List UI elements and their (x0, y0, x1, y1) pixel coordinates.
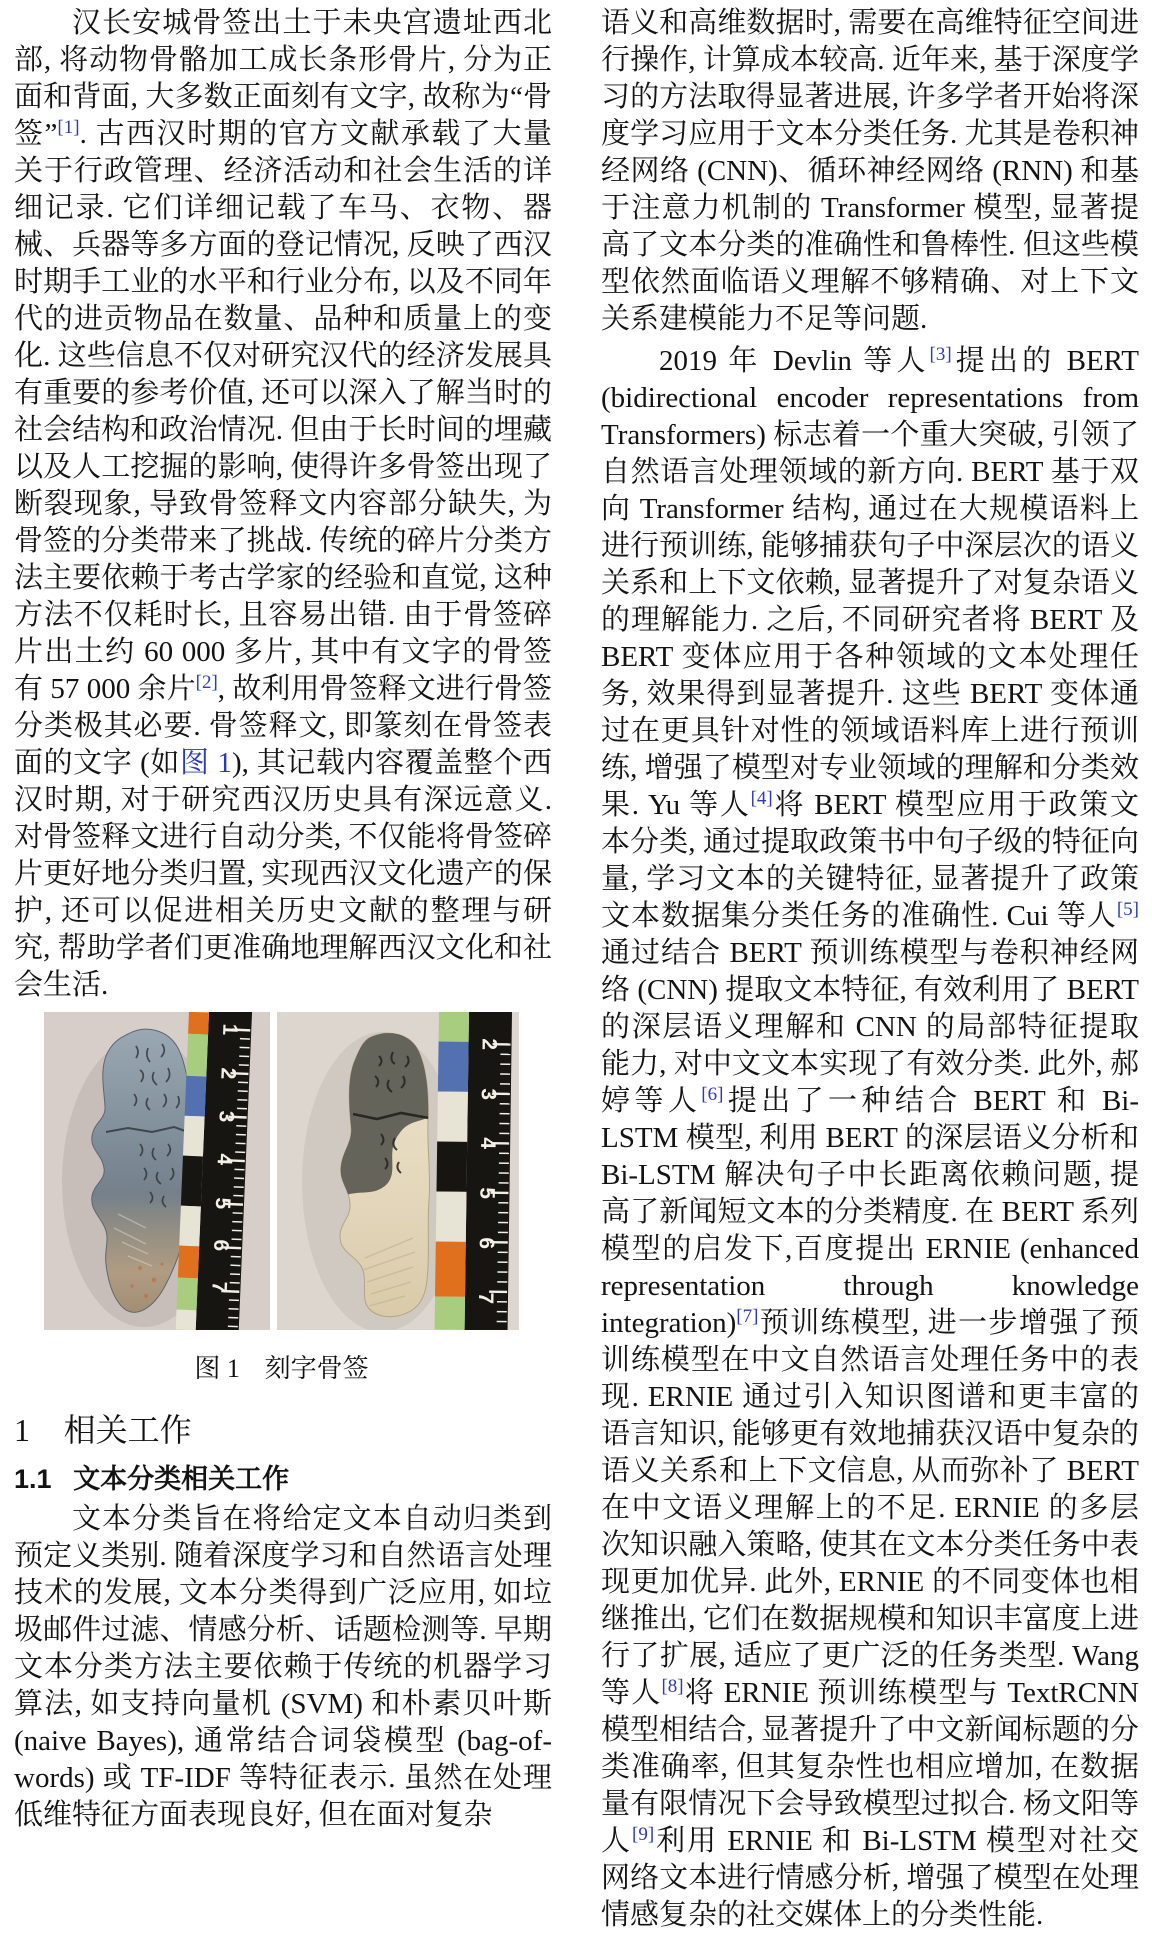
bert-paragraph (601, 338, 1139, 1934)
text-run: 通过结合 BERT 预训练模型与卷积神经网络 (CNN) 提取文本特征, 有效利用了 BERT 的深层语义理解和 CNN 的局部特征提取能力, 对中文文本实现了有效分类. 此外, 郝婷等人 (601, 937, 1139, 1117)
ruler-number: 5 (211, 1197, 234, 1210)
ruler-number: 4 (476, 1137, 499, 1149)
ruler-number: 7 (474, 1292, 497, 1304)
text-run: 汉长安城骨签出土于未央宫遗址西北部, 将动物骨骼加工成长条形骨片, 分为正面和背面, 大多数正面刻有文字, 故称为“骨签” (14, 7, 552, 150)
intro-paragraph (14, 0, 552, 1004)
bone-photo-left (44, 1012, 270, 1330)
figure-caption-title: 刻字骨签 (265, 1354, 369, 1383)
right-column (601, 0, 1139, 1519)
continued-paragraph (601, 0, 1139, 338)
text-run: 语义和高维数据时, 需要在高维特征空间进行操作, 计算成本较高. 近年来, 基于深度学习的方法取得显著进展, 许多学者开始将深度学习应用于文本分类任务. 尤其是卷积神经网络 (CNN)、循环神经网络 (RNN) 和基于注意力机制的 Transformer 模型, 显著提高了文本分类的准确性和鲁棒性. 但这些模型依然面临语义理解不够精确、对上下文关系建模能力不足等问题. (601, 7, 1139, 335)
figure-ref-link[interactable]: 图 1 (180, 747, 232, 779)
citation-ref[interactable]: [3] (930, 344, 952, 365)
citation-ref[interactable]: [1] (57, 117, 79, 138)
citation-ref[interactable]: [6] (701, 1084, 723, 1105)
ruler-number: 6 (475, 1237, 498, 1249)
citation-ref[interactable]: [8] (661, 1676, 683, 1697)
figure-1 (44, 1012, 519, 1384)
citation-ref[interactable]: [7] (736, 1306, 758, 1327)
citation-ref[interactable]: [9] (632, 1824, 654, 1845)
text-classification-paragraph (14, 1496, 552, 1834)
ruler-right (434, 1012, 512, 1330)
text-run: , 故利用骨签释文进行骨签分类极其必要. 骨签释文, 即篆刻在骨签表面的文字 (如 (14, 673, 552, 779)
citation-ref[interactable]: [5] (1117, 899, 1139, 920)
figure-caption (44, 1354, 519, 1384)
subsection-heading-text-classification (14, 1462, 552, 1496)
text-run: 2019 年 Devlin 等人 (659, 345, 930, 377)
ruler-number: 3 (214, 1110, 237, 1123)
ruler-number: 2 (216, 1067, 239, 1080)
figure-bone-tags-photo (44, 1012, 519, 1330)
ruler-number: 4 (213, 1153, 236, 1166)
ruler-number: 6 (209, 1239, 232, 1252)
ruler-number: 1 (218, 1023, 241, 1036)
text-run: 将 ERNIE 预训练模型与 TextRCNN 模型相结合, 显著提升了中文新闻标题的分类准确率, 但其复杂性也相应增加, 在数据量有限情况下会导致模型过拟合. 杨文阳等人 (601, 1677, 1139, 1857)
text-run: 利用 ERNIE 和 Bi-LSTM 模型对社交网络文本进行情感分析, 增强了模型在处理情感复杂的社交媒体上的分类性能. (601, 1825, 1139, 1931)
ruler-number: 3 (477, 1088, 500, 1100)
ruler-number: 2 (477, 1038, 500, 1050)
citation-ref[interactable]: [2] (196, 672, 218, 693)
figure-caption-label: 图 1 (194, 1354, 240, 1383)
section-title: 相关工作 (64, 1412, 192, 1448)
citation-ref[interactable]: [4] (751, 788, 773, 809)
subsection-number: 1.1 (14, 1464, 52, 1494)
text-run: . 古西汉时期的官方文献承载了大量关于行政管理、经济活动和社会生活的详细记录. 它们详细记载了车马、衣物、器械、兵器等多方面的登记情况, 反映了西汉时期手工业的水平和行业分布, 以及不同年代的进贡物品在数量、品种和质量上的变化. 这些信息不仅对研究汉代的经济发展具有重要的参考价值, 还可以深入了解当时的社会结构和政治情况. 但由于长时间的埋藏以及人工挖掘的影响, 使得许多骨签出现了断裂现象, 导致骨签释文内容部分缺失, 为骨签的分类带来了挑战. 传统的碎片分类方法主要依赖于考古学家的经验和直觉, 这种方法不仅耗时长, 且容易出错. 由于骨签碎片出土约 60 000 多片, 其中有文字的骨签有 57 000 余片 (14, 118, 552, 705)
section-heading-related-work (14, 1410, 552, 1450)
subsection-title: 文本分类相关工作 (73, 1464, 289, 1494)
text-run: ), 其记载内容覆盖整个西汉时期, 对于研究西汉历史具有深远意义. 对骨签释文进行自动分类, 不仅能将骨签碎片更好地分类归置, 实现西汉文化遗产的保护, 还可以促进相关历史文献的整理与研究, 帮助学者们更准确地理解西汉文化和社会生活. (14, 747, 552, 1001)
left-column (14, 0, 552, 1519)
text-run: 提出的 BERT (bidirectional encoder representations from Transformers) 标志着一个重大突破, 引领了自然语言处理领域的新方向. BERT 基于双向 Transformer 结构, 通过在大规模语料上进行预训练, 能够捕获句子中深层次的语义关系和上下文依赖, 显著提升了对复杂语义的理解能力. 之后, 不同研究者将 BERT 及 BERT 变体应用于各种领域的文本处理任务, 效果得到显著提升. 这些 BERT 变体通过在更具针对性的领域语料库上进行预训练, 增强了模型对专业领域的理解和分类效果. Yu 等人 (601, 345, 1139, 821)
bone-photo-right (277, 1012, 519, 1330)
text-run: 将 BERT 模型应用于政策文本分类, 通过提取政策书中句子级的特征向量, 学习文本的关键特征, 显著提升了政策文本数据集分类任务的准确性. Cui 等人 (601, 789, 1139, 932)
text-run: 预训练模型, 进一步增强了预训练模型在中文自然语言处理任务中的表现. ERNIE 通过引入知识图谱和更丰富的语言知识, 能够更有效地捕获汉语中复杂的语义关系和上下文信息, 从而弥补了 BERT 在中文语义理解上的不足. ERNIE 的多层次知识融入策略, 使其在文本分类任务中表现更加优异. 此外, ERNIE 的不同变体也相继推出, 它们在数据规模和知识丰富度上进行了扩展, 适应了更广泛的任务类型. Wang 等人 (601, 1307, 1139, 1709)
text-run: 提出了一种结合 BERT 和 Bi-LSTM 模型, 利用 BERT 的深层语义分析和 Bi-LSTM 解决句子中长距离依赖问题, 提高了新闻短文本的分类精度. 在 BERT 系列模型的启发下,百度提出 ERNIE (enhanced representation through knowledge integration) (601, 1085, 1139, 1339)
ruler-number: 5 (475, 1187, 498, 1199)
text-run: 文本分类旨在将给定文本自动归类到预定义类别. 随着深度学习和自然语言处理技术的发展, 文本分类得到广泛应用, 如垃圾邮件过滤、情感分析、话题检测等. 早期文本分类方法主要依赖于传统的机器学习算法, 如支持向量机 (SVM) 和朴素贝叶斯 (naive Bayes), 通常结合词袋模型 (bag-of-words) 或 TF-IDF 等特征表示. 虽然在处理低维特征方面表现良好, 但在面对复杂 (14, 1503, 552, 1831)
section-number: 1 (14, 1412, 30, 1448)
ruler-number: 7 (207, 1281, 230, 1294)
